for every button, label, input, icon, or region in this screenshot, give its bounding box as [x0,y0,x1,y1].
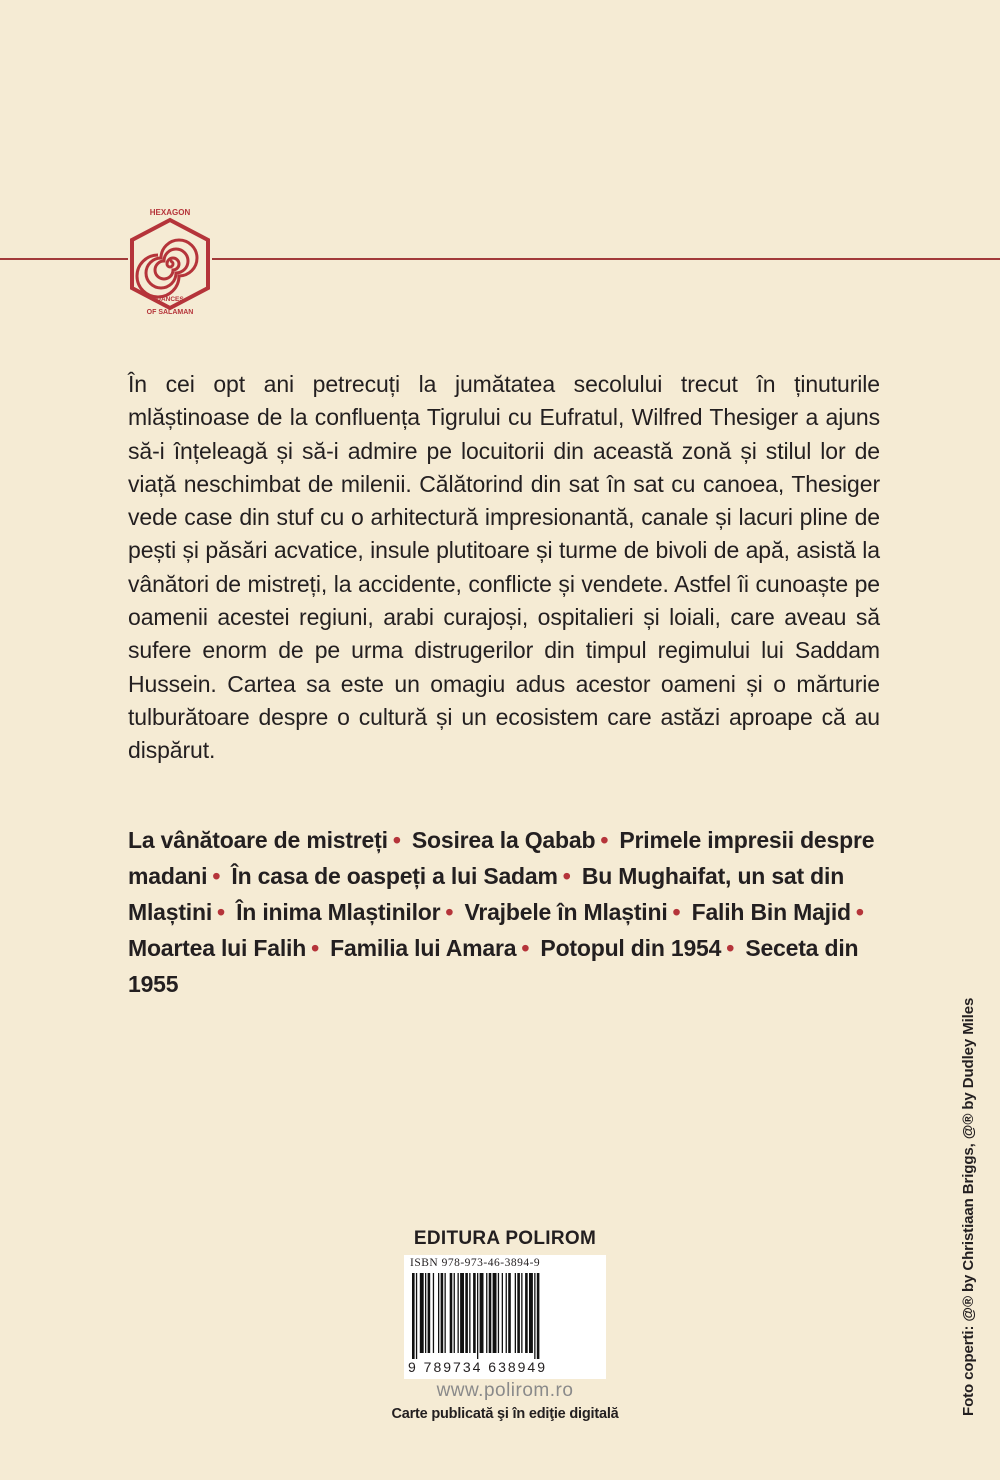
bullet-separator: • [217,899,225,925]
logo-bottom-text-2: OF SALAMAN [146,309,194,316]
barcode-bar [438,1273,439,1353]
contents-item: Sosirea la Qabab [411,827,596,853]
contents-item: Primele impresii despre madani [128,827,875,889]
contents-item: Potopul din 1954 [540,935,722,961]
barcode-bar [469,1273,470,1353]
bullet-separator: • [445,899,454,925]
contents-item: Vrajbele în Mlaștini [464,899,668,925]
contents-item: Moartea lui Falih [128,935,307,961]
logo-top-text: HEXAGON [149,208,191,217]
contents-item: Bu Mughaifat, un sat din Mlaștini [128,863,845,925]
description-text: În cei opt ani petrecuți la jumătatea secolului trecut în ținuturile mlăștinoase de la confluența Tigrului cu Eufratul, Wilfred Thesiger a ajuns să-i înțeleagă și să-i admire pe locuitorii din această zonă și stilul lor de viață neschimbat de milenii. Călătorind din sat în sat cu canoea, Thesiger vede case din stuf cu o arhitectură impresionantă, canale și lacuri pline de pești și păsări acvatice, insule plutitoare și turme de bivoli de apă, asistă la vânători de mistreți, la accidente, conflicte și vendete. Astfel îi cunoaște pe oamenii acestei regiuni, arabi curajoși, ospitalieri și loiali, care aveau să sufere enorm de pe urma distrugerilor din timpul regimului lui Saddam Hussein. Cartea sa este un omagiu adus acestor oameni și o mărturie tulburătoare despre o cultură și un ecosistem care astăzi aproape că au dispărut. [128,371,880,764]
bullet-separator: • [562,863,571,889]
barcode-bar [537,1273,540,1359]
barcode-bar [534,1273,535,1359]
bullet-separator: • [726,935,735,961]
logo-bottom-text-1: DANCES [156,296,184,303]
bullet-separator: • [600,827,609,853]
bullet-separator: • [212,863,221,889]
barcode-bar [493,1273,497,1353]
barcode-bar [477,1273,478,1359]
barcode-bar [458,1273,459,1353]
bullet-separator: • [392,827,401,853]
barcode-bar [517,1273,520,1353]
barcode-bars [410,1273,600,1359]
barcode-bar [412,1273,415,1359]
barcode-bar [445,1273,446,1353]
bullet-separator: • [855,899,864,925]
contents-item: Seceta din 1955 [128,935,859,997]
digital-edition-note: Carte publicată şi în ediţie digitală [391,1406,619,1422]
barcode-bar [498,1273,499,1353]
barcode-bar [486,1273,487,1353]
barcode-bar [502,1273,503,1353]
barcode-bar [454,1273,455,1353]
barcode [404,1255,606,1379]
barcode-bar [441,1273,444,1353]
barcode-bar [480,1273,484,1353]
barcode-bar [420,1273,424,1353]
barcode-bar [433,1273,434,1353]
barcode-digits: 9 789734 638949 [408,1359,547,1375]
barcode-bar [506,1273,507,1353]
contents-item: În inima Mlaștinilor [236,899,441,925]
publisher-name: EDITURA POLIROM [413,1228,597,1249]
barcode-bar [508,1273,511,1353]
barcode-bar [425,1273,426,1353]
photo-credit: Foto coperti: @® by Christiaan Briggs, @® by Dudley Miles [960,997,977,1416]
barcode-bar [428,1273,431,1353]
contents-item: La vânătoare de mistreți [128,827,388,853]
contents-list [128,822,888,1002]
barcode-bar [450,1273,453,1353]
barcode-bar [473,1273,476,1353]
barcode-bar [521,1273,522,1353]
contents-item: Falih Bin Majid [691,899,851,925]
bullet-separator: • [311,935,319,961]
barcode-bar [465,1273,468,1353]
contents-item: Familia lui Amara [330,935,517,961]
contents-item: În casa de oaspeți a lui Sadam [231,863,558,889]
barcode-bar [416,1273,417,1359]
isbn-label: ISBN 978-973-46-3894-9 [410,1257,541,1269]
barcode-bar [460,1273,464,1353]
bullet-separator: • [672,899,681,925]
barcode-bar [529,1273,533,1353]
barcode-bar [525,1273,528,1353]
barcode-bar [515,1273,516,1353]
website-link[interactable]: www.polirom.ro [436,1380,574,1401]
book-description [128,368,880,768]
barcode-bar [489,1273,492,1353]
series-logo [128,204,212,320]
bullet-separator: • [521,935,530,961]
